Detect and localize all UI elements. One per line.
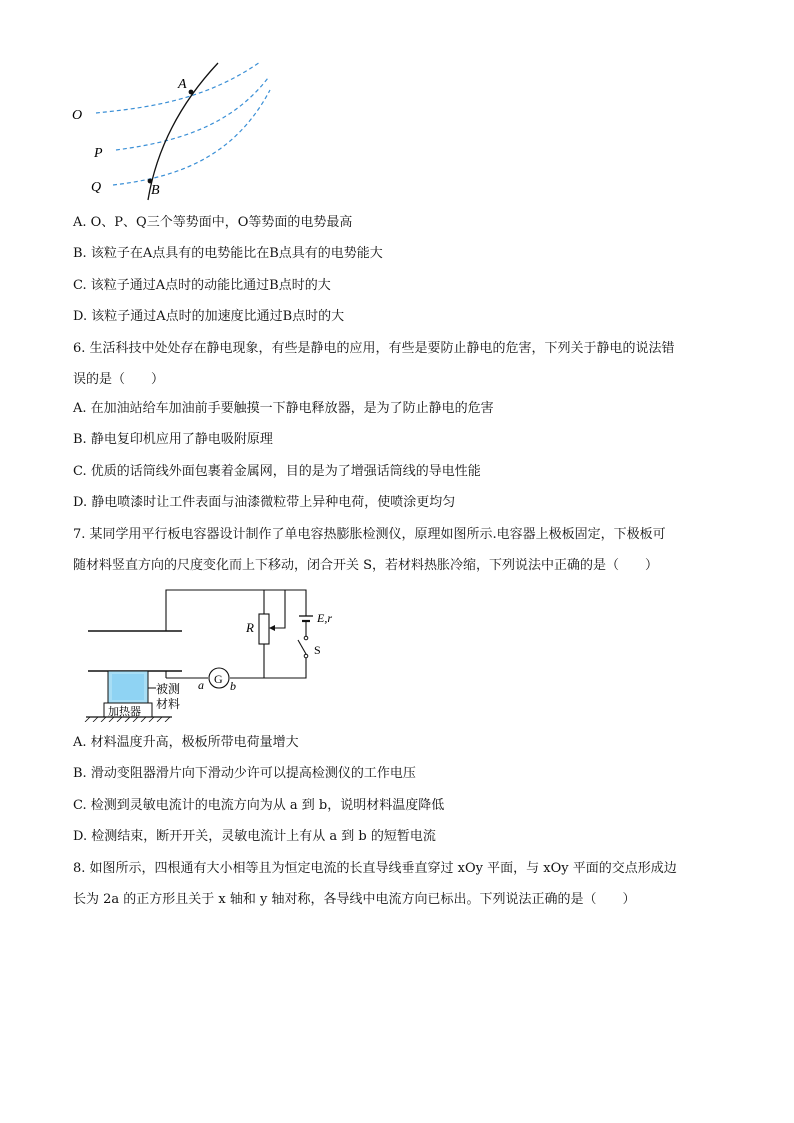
equipotential-figure	[68, 60, 288, 205]
label-b-terminal: b	[230, 679, 236, 693]
q7-option-b: B. 滑动变阻器滑片向下滑动少许可以提高检测仪的工作电压	[73, 766, 416, 781]
q6-option-a: A. 在加油站给车加油前手要触摸一下静电释放器，是为了防止静电的危害	[73, 401, 494, 416]
switch-contact-bottom	[304, 654, 308, 658]
q6-stem-line-1: 6. 生活科技中处处存在静电现象，有些是静电的应用，有些是要防止静电的危害，下列关于静电的说法错	[73, 341, 675, 356]
rheostat-resistor	[259, 614, 269, 644]
switch-blade	[298, 640, 306, 654]
label-s: S	[314, 643, 321, 657]
q5-option-a: A. O、P、Q三个等势面中，O等势面的电势最高	[73, 215, 353, 230]
label-r: R	[246, 620, 254, 635]
q6-stem-line-2: 误的是（ ）	[73, 372, 165, 387]
label-q: Q	[91, 180, 102, 195]
q7-option-c: C. 检测到灵敏电流计的电流方向为从 a 到 b，说明材料温度降低	[73, 798, 445, 813]
switch-contact-top	[304, 636, 308, 640]
point-a-marker	[189, 90, 194, 95]
equipotential-line-q	[113, 90, 270, 185]
q5-option-d: D. 该粒子通过A点时的加速度比通过B点时的大	[73, 309, 345, 324]
q5-option-b: B. 该粒子在A点具有的电势能比在B点具有的电势能大	[73, 246, 383, 261]
label-b: B	[151, 183, 160, 198]
rheostat-slider	[272, 590, 285, 628]
slider-arrow	[269, 625, 275, 631]
q6-option-b: B. 静电复印机应用了静电吸附原理	[73, 432, 273, 447]
q5-option-c: C. 该粒子通过A点时的动能比通过B点时的大	[73, 278, 331, 293]
capacitor-circuit-figure	[80, 586, 340, 722]
heater-label: 加热器	[108, 706, 141, 718]
q8-stem-line-2: 长为 2a 的正方形且关于 x 轴和 y 轴对称，各导线中电流方向已标出。下列说法正确的是（ ）	[73, 892, 636, 907]
equipotential-line-p	[116, 78, 268, 150]
q7-option-d: D. 检测结束，断开开关，灵敏电流计上有从 a 到 b 的短暂电流	[73, 829, 436, 844]
label-o: O	[72, 108, 83, 123]
q7-stem-line-2: 随材料竖直方向的尺度变化而上下移动，闭合开关 S，若材料热胀冷缩，下列说法中正确的是（ ）	[73, 558, 659, 573]
label-a-terminal: a	[198, 678, 204, 692]
label-er: E,r	[317, 611, 332, 625]
material-inner	[112, 674, 144, 700]
galvanometer-g: G	[214, 672, 223, 686]
q8-stem-line-1: 8. 如图所示，四根通有大小相等且为恒定电流的长直导线垂直穿过 xOy 平面，与 xOy 平面的交点形成边	[73, 861, 677, 876]
material-label-2: 材料	[156, 697, 181, 711]
q7-stem-line-1: 7. 某同学用平行板电容器设计制作了单电容热膨胀检测仪，原理如图所示.电容器上极板固定，下极板可	[73, 527, 666, 542]
q6-option-d: D. 静电喷漆时让工件表面与油漆微粒带上异种电荷，使喷涂更均匀	[73, 495, 456, 510]
q7-option-a: A. 材料温度升高，极板所带电荷量增大	[73, 735, 299, 750]
wire-right-bottom	[230, 658, 306, 678]
label-a: A	[178, 77, 187, 92]
q6-option-c: C. 优质的话筒线外面包裹着金属网，目的是为了增强话筒线的导电性能	[73, 464, 481, 479]
material-label-1: 被测	[156, 682, 181, 696]
label-p: P	[94, 146, 103, 161]
